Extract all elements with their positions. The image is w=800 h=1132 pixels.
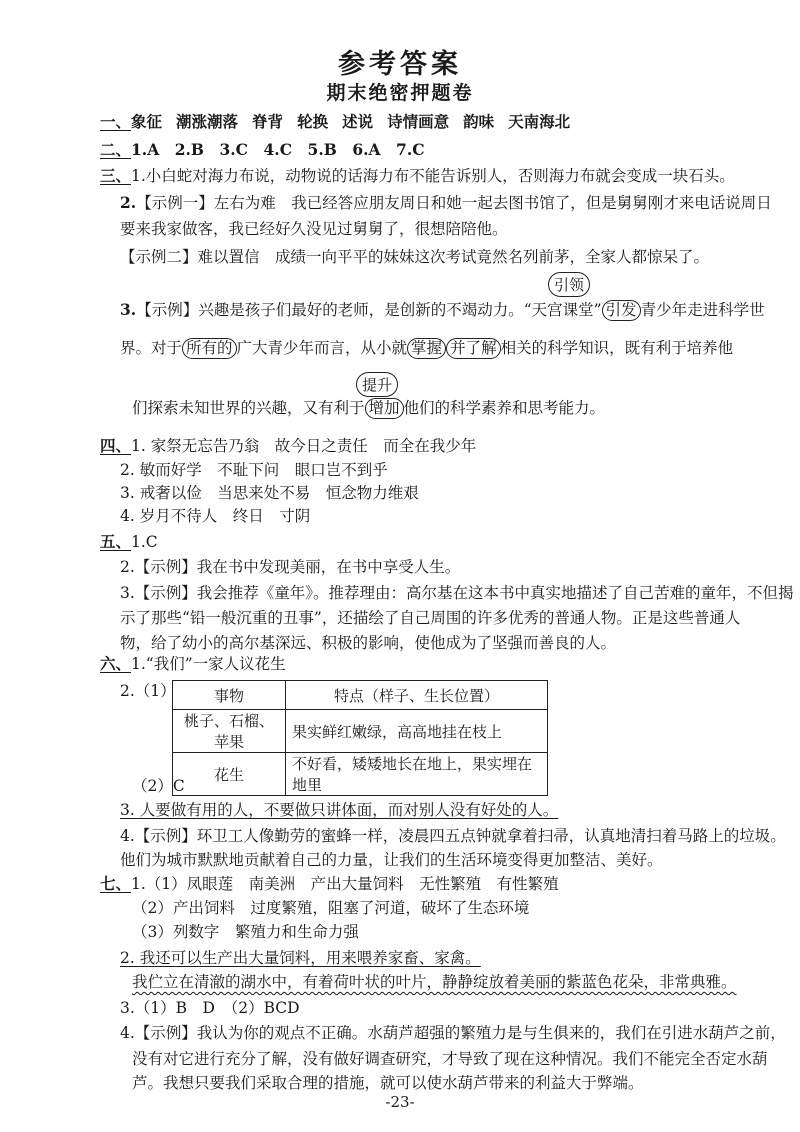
section-5-number: 五、 bbox=[100, 532, 132, 551]
s3-q3-text: 【示例】兴趣是孩子们最好的老师，是创新的不竭动力。“天宫课堂” bbox=[136, 301, 602, 319]
section-4-line3: 3. 戒奢以俭 当思来处不易 恒念物力维艰 bbox=[120, 484, 419, 502]
s3-q1-text: 1.小白蛇对海力布说，动物说的话海力布不能告诉别人，否则海力布就会变成一块石头。 bbox=[131, 167, 735, 185]
s7-underlined-text: 2. 我还可以生产出大量饲料，用来喂养家畜、家禽。 bbox=[120, 949, 481, 967]
s1-word: 天南海北 bbox=[508, 112, 571, 131]
s1-word: 轮换 bbox=[297, 112, 329, 131]
page-number: -23- bbox=[385, 1093, 415, 1111]
table-header-cell: 事物 bbox=[173, 681, 286, 710]
table-row bbox=[173, 753, 548, 796]
section-5-line1 bbox=[100, 532, 158, 552]
section-5-line5: 物，给了幼小的高尔基深远、积极的影响，使他成为了坚强而善良的人。 bbox=[120, 634, 617, 652]
section-7-line6: 3.（1）B D （2）BCD bbox=[120, 999, 300, 1017]
section-7-line7: 4.【示例】我认为你的观点不正确。水葫芦超强的繁殖力是与生俱来的，我们在引进水葫芦之前， bbox=[120, 1024, 786, 1042]
section-7-line5 bbox=[132, 972, 737, 992]
section-3-number: 三、 bbox=[100, 166, 132, 185]
table-row bbox=[173, 710, 548, 753]
s3-q3-text: 青少年走进科学世 bbox=[640, 301, 765, 319]
section-6-number: 六、 bbox=[100, 654, 132, 673]
section-7-line8: 没有对它进行充分了解，没有做好调查研究，才导致了现在这种情况。我们不能完全否定水葫 bbox=[132, 1050, 768, 1068]
section-6-line1 bbox=[100, 654, 286, 674]
section-3-q2-line2: 要来我家做客，我已经好久没见过舅舅了，很想陪陪他。 bbox=[120, 220, 508, 238]
s3-q2-number: 2. bbox=[120, 193, 137, 212]
section-7-line2: （2）产出饲料 过度繁殖，阻塞了河道，破坏了生态环境 bbox=[132, 899, 530, 917]
section-3-q2-line3: 【示例二】难以置信 成绩一向平平的妹妹这次考试竟然名列前茅，全家人都惊呆了。 bbox=[120, 248, 710, 266]
section-3-q1 bbox=[100, 166, 735, 186]
s1-word: 诗情画意 bbox=[387, 112, 450, 131]
section-4-line4: 4. 岁月不待人 终日 寸阴 bbox=[120, 507, 311, 525]
section-5-line3: 3.【示例】我会推荐《童年》。推荐理由：高尔基在这本书中真实地描述了自己苦难的童年，不但揭 bbox=[120, 584, 794, 602]
s1-word: 象征 bbox=[131, 112, 163, 131]
circled-word: 并了解 bbox=[446, 338, 501, 359]
table-header-cell: 特点（样子、生长位置） bbox=[286, 681, 548, 710]
circled-word: 所有的 bbox=[182, 338, 237, 359]
s4-text: 1. 家祭无忘告乃翁 故今日之责任 而全在我少年 bbox=[131, 437, 477, 455]
circled-word: 增加 bbox=[365, 398, 404, 419]
s1-word: 述说 bbox=[342, 112, 374, 131]
s3-q3-number: 3. bbox=[120, 300, 137, 319]
handwritten-note-yinling: 引领 bbox=[548, 272, 590, 297]
handwritten-note-tisheng: 提升 bbox=[356, 372, 398, 397]
section-7-line9: 芦。我想只要我们采取合理的措施，就可以使水葫芦带来的利益大于弊端。 bbox=[132, 1074, 644, 1092]
section-4-line1 bbox=[100, 436, 476, 456]
table-header-row bbox=[173, 681, 548, 710]
section-7-line1 bbox=[100, 874, 559, 894]
s5-text: 1.C bbox=[131, 533, 158, 551]
s1-word: 脊背 bbox=[252, 112, 284, 131]
circled-word: 引发 bbox=[602, 300, 641, 321]
s6-text: 1.“我们”一家人议花生 bbox=[131, 655, 286, 673]
section-7-number: 七、 bbox=[100, 874, 132, 893]
s3-q2-text: 【示例一】左右为难 我已经答应朋友周日和她一起去图书馆了，但是舅舅刚才来电话说周日 bbox=[136, 194, 772, 212]
table-cell: 果实鲜红嫩绿，高高地挂在枝上 bbox=[286, 710, 548, 753]
s3-q3-text: 界。对于 bbox=[120, 339, 183, 357]
page-title: 参考答案 bbox=[338, 49, 462, 80]
section-5-line2: 2.【示例】我在书中发现美丽，在书中享受人生。 bbox=[120, 558, 461, 576]
page-subtitle: 期末绝密押题卷 bbox=[326, 82, 474, 104]
s2-answers: 1.A 2.B 3.C 4.C 5.B 6.A 7.C bbox=[131, 140, 425, 159]
section-3-q2-line1 bbox=[120, 193, 772, 213]
section-4-line2: 2. 敏而好学 不耻下问 眼口岂不到乎 bbox=[120, 461, 388, 479]
section-2-number: 二、 bbox=[100, 140, 132, 159]
section-4-number: 四、 bbox=[100, 436, 132, 455]
section-3-q3-line1 bbox=[120, 300, 765, 321]
section-3-q3-line3 bbox=[132, 398, 605, 419]
s3-q3-text: 相关的科学知识，既有利于培养他 bbox=[500, 339, 734, 357]
s3-q3-text: 他们的科学素养和思考能力。 bbox=[403, 399, 606, 417]
section-1-line bbox=[100, 112, 570, 132]
s1-word: 潮涨潮落 bbox=[176, 112, 239, 131]
section-5-line4: 示了那些“铅一般沉重的丑事”，还描绘了自己周围的许多优秀的普通人物。正是这些普通人 bbox=[120, 609, 741, 627]
section-1-number: 一、 bbox=[100, 112, 132, 131]
s6-underlined-text: 3. 人要做有用的人，不要做只讲体面，而对别人没有好处的人。 bbox=[120, 801, 559, 819]
section-6-line4: 4.【示例】环卫工人像勤劳的蜜蜂一样，凌晨四五点钟就拿着扫帚，认真地清扫着马路上的垃圾。 bbox=[120, 827, 786, 845]
section-2-line bbox=[100, 140, 425, 160]
section-6-line3 bbox=[120, 800, 558, 820]
section-7-line4 bbox=[120, 948, 481, 968]
s7-text: 1.（1）凤眼莲 南美洲 产出大量饲料 无性繁殖 有性繁殖 bbox=[131, 875, 559, 893]
s3-q3-text: 们探索未知世界的兴趣，又有利于 bbox=[132, 399, 365, 417]
s1-word: 韵味 bbox=[463, 112, 495, 131]
section-6-q2b: （2）C bbox=[132, 777, 185, 795]
table-cell: 桃子、石榴、苹果 bbox=[173, 710, 286, 753]
s3-q3-text: 广大青少年而言，从小就 bbox=[236, 339, 408, 357]
s7-wavy-underlined-text: 我伫立在清澈的湖水中，有着荷叶状的叶片，静静绽放着美丽的紫蓝色花朵，非常典雅。 bbox=[132, 973, 737, 991]
section-3-q3-line2 bbox=[120, 338, 733, 359]
features-table bbox=[172, 680, 548, 796]
table-cell: 不好看，矮矮地长在地上，果实埋在地里 bbox=[286, 753, 548, 796]
section-6-line5: 他们为城市默默地贡献着自己的力量，让我们的生活环境变得更加整洁、美好。 bbox=[120, 851, 663, 869]
section-7-line3: （3）列数字 繁殖力和生命力强 bbox=[132, 923, 359, 941]
circled-word: 掌握 bbox=[407, 338, 446, 359]
table-cell: 花生 bbox=[173, 753, 286, 796]
section-6-q2-label: 2.（1） bbox=[120, 682, 176, 700]
